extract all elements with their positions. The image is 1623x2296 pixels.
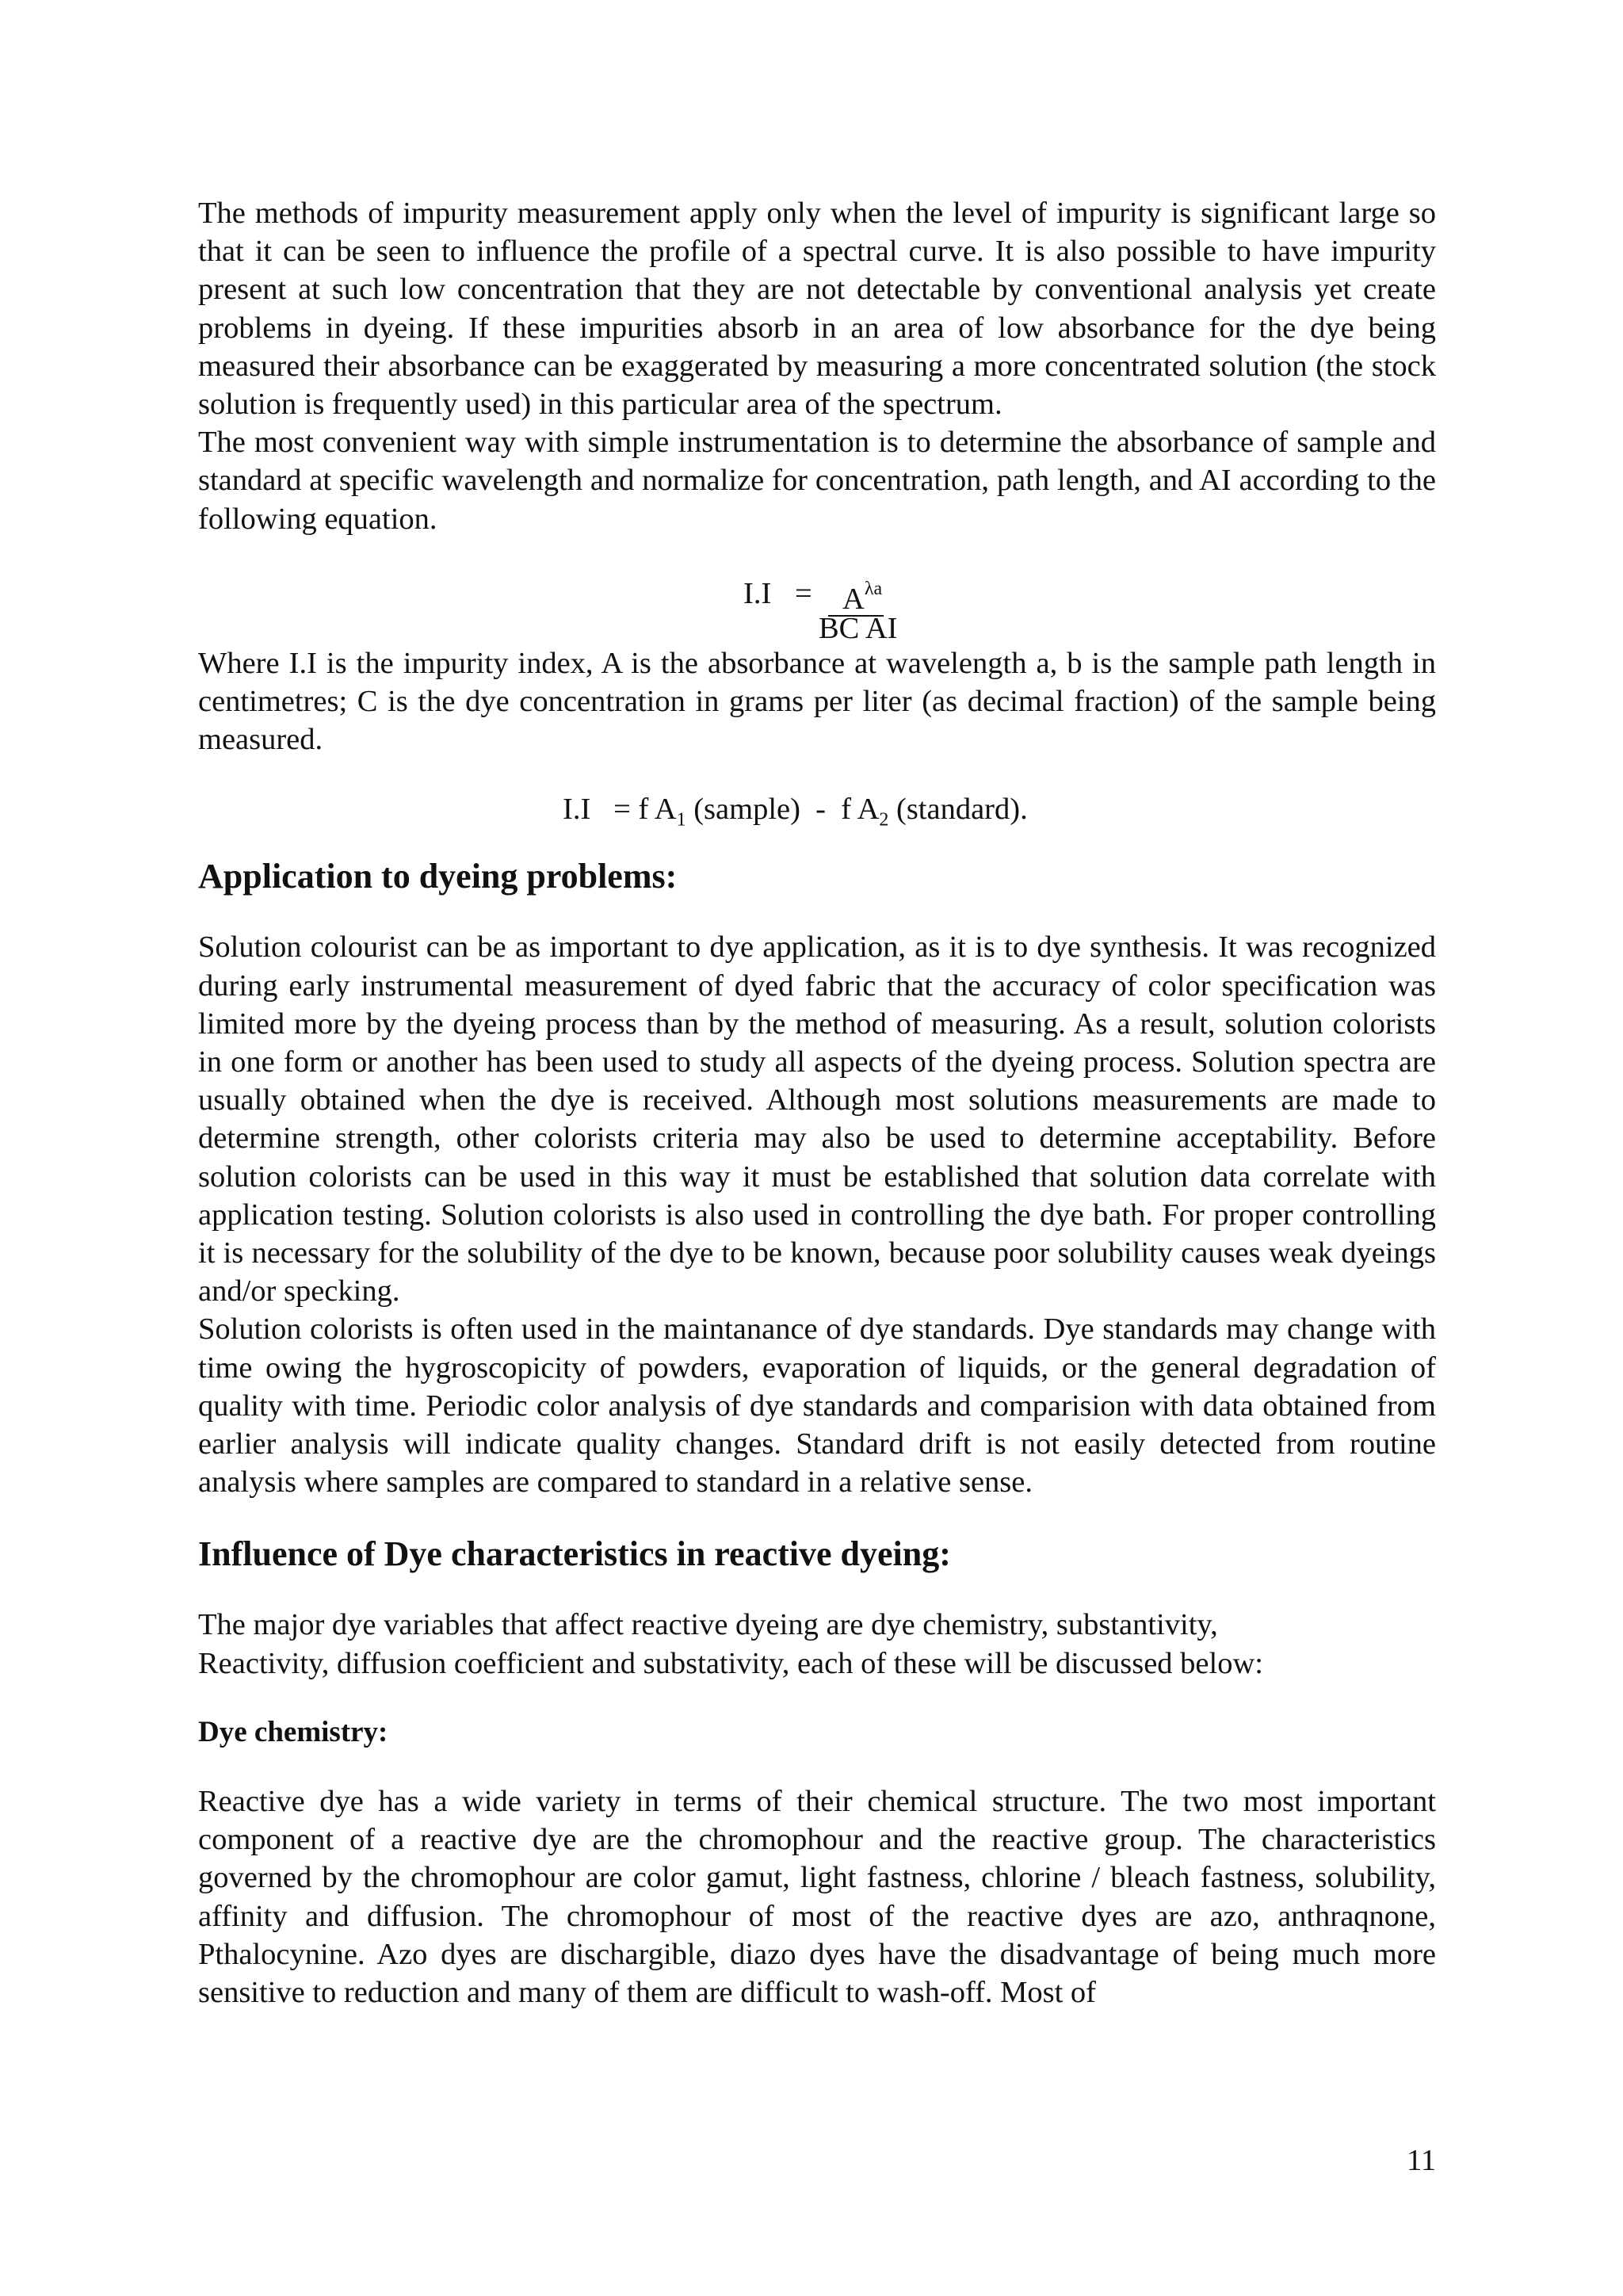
dye-variables-line1: The major dye variables that affect reactive dyeing are dye chemistry, substantivity, [198,1608,1218,1642]
eq2-part3: (standard). [888,793,1028,827]
paragraph-where-definitions: Where I.I is the impurity index, A is the absorbance at wavelength a, b is the sample path length in centimetres; C is the dye concentration in grams per liter (as decimal fraction) of the sample being measured. [198,646,1436,757]
paragraph-instrumentation: The most convenient way with simple instrumentation is to determine the absorbance of sample and standard at specific wavelength and normalize for concentration, path length, and AI according to the following equation. [198,426,1436,536]
paragraph-dye-standards: Solution colorists is often used in the maintanance of dye standards. Dye standards may change with time owing the hygroscopicity of powders, evaporation of liquids, or the general degradation of quality with time. Periodic color analysis of dye standards and comparision with data obtained from earlier analysis will indicate quality changes. Standard drift is not easily detected from routine analysis where samples are compared to standard in a relative sense. [198,1312,1436,1499]
equation-equals: = [795,576,812,610]
heading-influence-dye-characteristics: Influence of Dye characteristics in reactive dyeing: [198,1534,951,1574]
numerator-symbol: A [842,582,865,616]
eq2-part2: (sample) - f A [685,793,880,827]
eq2-sub1: 1 [676,810,686,831]
impurity-difference-equation [198,790,1436,830]
paragraph-reactive-dye-structure: Reactive dye has a wide variety in terms of their chemical structure. The two most important component of a reactive dye are the chromophour and the reactive group. The characteristics governed by the chromophour are color gamut, light fastness, chlorine / bleach fastness, solubility, affinity and diffusion. The chromophour of most of the reactive dyes are azo, anthraqnone, Pthalocynine. Azo dyes are dischargible, diazo dyes have the disadvantage of being much more sensitive to reduction and many of them are difficult to wash-off. Most of [198,1784,1436,2009]
dye-variables-line2: Reactivity, diffusion coefficient and substativity, each of these will be discussed below: [198,1646,1263,1680]
document-page [198,194,1436,2011]
paragraph-solution-colourist: Solution colourist can be as important to dye application, as it is to dye synthesis. It was recognized during early instrumental measurement of dyed fabric that the accuracy of color specification was limited more by the dyeing process than by the method of measuring. As a result, solution colorists in one form or another has been used to study all aspects of the dyeing process. Solution spectra are usually obtained when the dye is received. Although most solutions measurements are made to determine strength, other colorists criteria may also be used to determine acceptability. Before solution colorists can be used in this way it must be established that solution data correlate with application testing. Solution colorists is also used in controlling the dye bath. For proper controlling it is necessary for the solubility of the dye to be known, because poor solubility causes weak dyeings and/or specking. [198,930,1436,1308]
numerator-superscript: λa [864,578,883,599]
paragraph-dye-variables [198,1606,1436,1682]
equation-denominator: BC AI [819,611,898,645]
heading-dye-chemistry: Dye chemistry: [198,1715,388,1748]
equation-lhs: I.I [743,576,772,610]
paragraph-impurity-measurement: The methods of impurity measurement apply only when the level of impurity is significant large so that it can be seen to influence the profile of a spectral curve. It is also possible to have impurity present at such low concentration that they are not detectable by conventional analysis yet create problems in dyeing. If these impurities absorb in an area of low absorbance for the dye being measured their absorbance can be exaggerated by measuring a more concentrated solution (the stock solution is frequently used) in this particular area of the spectrum. [198,197,1436,422]
eq2-sub2: 2 [879,810,889,831]
eq2-part1: I.I = f A [563,793,677,827]
heading-application-dyeing-problems: Application to dyeing problems: [198,857,678,896]
page-number: 11 [1407,2144,1437,2177]
impurity-index-equation [198,570,1436,644]
